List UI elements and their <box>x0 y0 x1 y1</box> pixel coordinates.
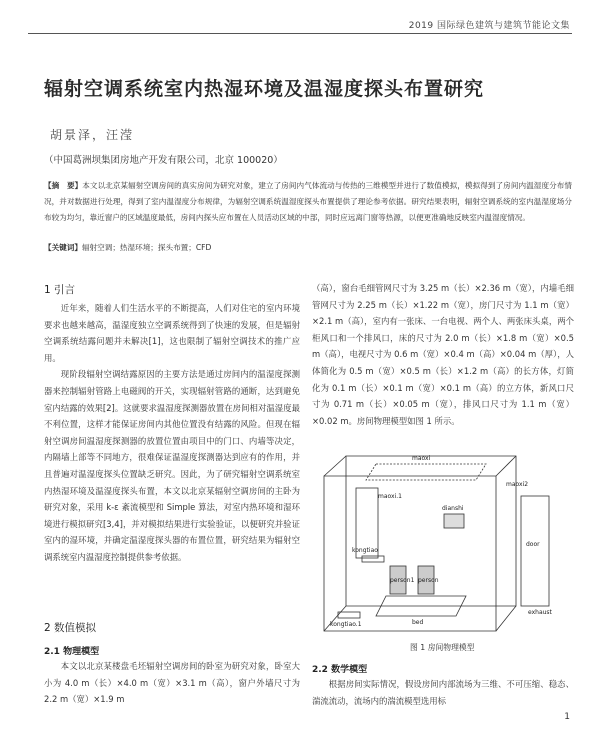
section-1-paragraph: 近年来，随着人们生活水平的不断提高，人们对住宅的室内环境要求也越来越高，温湿度独立空调系统得到了快速的发展，但是辐射空调系统结露问题并未解决[1]，这也限制了辐射空调技术的推广应用。 <box>44 303 300 363</box>
abstract-label: 【摘 要】 <box>44 181 83 190</box>
door-box <box>521 496 549 606</box>
keywords-label: 【关键词】 <box>44 243 82 252</box>
keywords <box>44 242 211 253</box>
label-exhaust: exhaust <box>528 609 552 616</box>
section-1-body <box>44 300 300 566</box>
section-2-title: 2 数值模拟 <box>44 622 97 634</box>
section-2-1-paragraph: 本文以北京某楼盘毛坯辐射空调房间的卧室为研究对象，卧室大小为 4.0 m（长）×4.0 m（宽）×3.1 m（高），窗户外墙尺寸为 2.2 m（宽）×1.9 m <box>44 661 300 705</box>
label-person1: person1 <box>390 577 415 584</box>
room-model-figure <box>316 436 568 636</box>
section-1-title: 1 引言 <box>44 284 76 296</box>
label-bed: bed <box>412 619 424 626</box>
label-dianshi: dianshi <box>442 505 464 512</box>
section-1-paragraph: 现阶段辐射空调结露原因的主要方法是通过房间内的温湿度探测器来控制辐射管路上电磁阀的开关，实现辐射管路的通断，达到避免室内结露的效果[2]。这就要求温湿度探测器放置在房间相对温湿度最不利位置，这样才能保证房间内其他位置没有结露的风险。但现在辐射空调房间温湿度探测器的放置位置由项目中的门口、内墙等决定，内隔墙上部等不同地方，很难保证温湿度探测器达到应有的作用，并且普遍对温湿度探头位置缺乏研究。因此，为了研究辐射空调系统室内热湿环境及温湿度探头布置，本文以北京某辐射空调房间的主卧为研究对象，采用 k-ε 紊流模型和 Simple 算法，对室内热环境和湿环境进行模拟研究[3,4]，并对模拟结果进行实验验证，以便研究并验证室内的湿环境，并确定温湿度探头器的布置位置，研究结果为辐射空调系统室内温湿度控制提供参考依据。 <box>44 369 300 562</box>
ac-unit-2 <box>338 612 360 618</box>
label-maoxi: maoxi <box>412 455 431 462</box>
label-kongtiao: kongtiao <box>352 547 378 554</box>
conference-header: 2019 国际绿色建筑与建筑节能论文集 <box>408 21 570 31</box>
label-person: person <box>418 577 439 584</box>
keywords-text: 辐射空调；热湿环境；探头布置；CFD <box>81 243 212 252</box>
right-column-body <box>312 280 574 429</box>
paper-title: 辐射空调系统室内热湿环境及温湿度探头布置研究 <box>44 78 485 100</box>
ac-unit <box>362 556 384 562</box>
label-kongtiao1: kongtiao.1 <box>330 621 362 628</box>
section-2-1-title: 2.1 物理模型 <box>44 647 100 657</box>
section-2-2-body <box>312 676 574 709</box>
label-door: door <box>526 541 540 548</box>
page-number: 1 <box>564 712 570 722</box>
abstract <box>44 178 572 226</box>
abstract-text: 本文以北京某辐射空调房间的真实房间为研究对象，建立了房间内气体流动与传热的三维模型并进行了数值模拟，模拟得到了房间内温湿度分布情况，并对数据进行处理，得到了室内温湿度分布规律，为辐射空调系统温湿度探头布置提供了理论参考依据。研究结果表明，辐射空调系统的室内温湿度场分布较为均匀，靠近窗户的区域温度最低，房间内探头应布置在人员活动区域的中部，同时应远离门窗等热源，以便更准确地反映室内温湿度情况。 <box>44 181 572 222</box>
figure-caption: 图 1 房间物理模型 <box>410 643 475 652</box>
label-maoxi1: maoxi.1 <box>378 493 402 500</box>
authors: 胡景泽，汪滢 <box>50 128 135 142</box>
label-maoxi2: maoxi2 <box>506 481 529 488</box>
section-2-2-title: 2.2 数学模型 <box>312 665 368 675</box>
ceiling-panel <box>366 464 486 480</box>
header-divider <box>28 33 572 34</box>
right-column-paragraph: （高），窗台毛细管网尺寸为 3.25 m（长）×2.36 m（宽），内墙毛细管网尺寸为 2.25 m（长）×1.22 m（宽），房门尺寸为 1.1 m（宽）×2.1 m（高），室内有一张床、一台电视、两个人、两张床头桌，两个柜风口和一个排风口，床的尺寸为 2.0 m（长）×1.8 m（宽）×0.5 m（高），电视尺寸为 0.6 m（宽）×0.4 m（高）×0.04 m（厚），人体简化为 0.5 m（宽）×0.5 m（长）×1.2 m（高）的长方体，灯简化为 0.1 m（长）×0.1 m（宽）×0.1 m（高）的立方体，新风口尺寸为 0.71 m（长）×0.05 m（宽），排风口尺寸为 1.1 m（宽）×0.02 m。房间物理模型如图 1 所示。 <box>312 283 574 426</box>
affiliation: （中国葛洲坝集团房地产开发有限公司，北京 100020） <box>44 155 283 166</box>
tv-box <box>444 514 464 528</box>
section-2-1-body <box>44 658 300 708</box>
room-front-frame <box>324 476 496 631</box>
section-2-2-paragraph: 根据房间实际情况，假设房间内部流场为三维、不可压缩、稳态、湍流流动，流场内的湍流模型选用标 <box>312 679 574 706</box>
